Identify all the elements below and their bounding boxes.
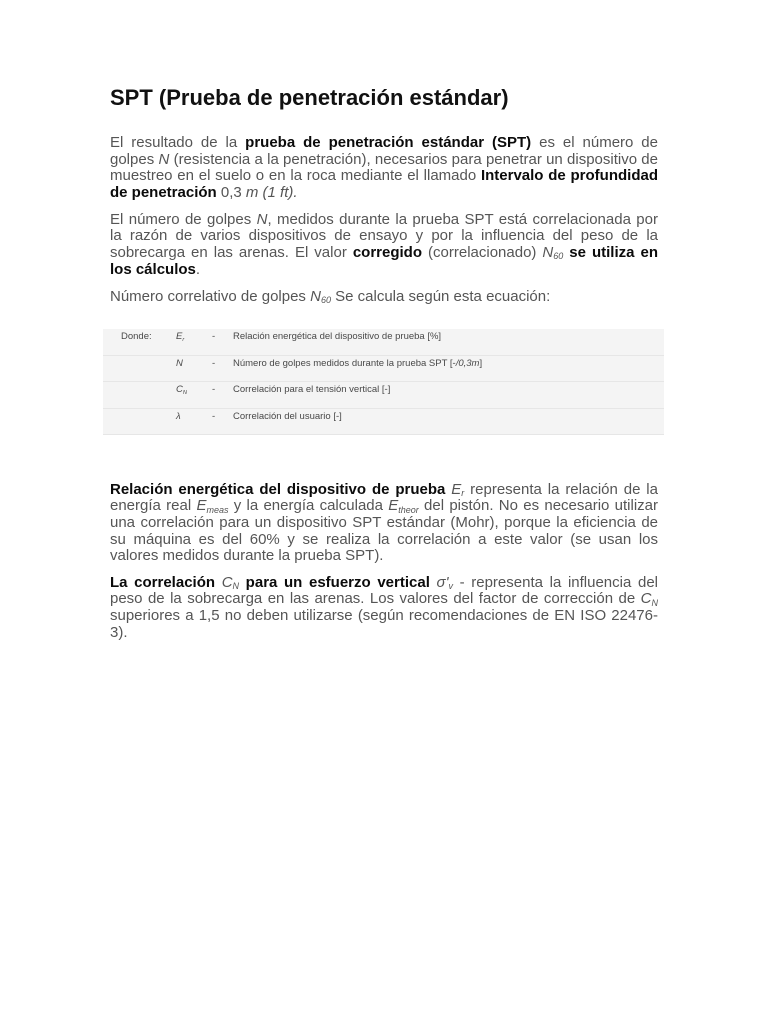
italic-symbol: N [158, 150, 170, 168]
text-run: (correlacionado) [422, 243, 543, 261]
symbol-base: E [176, 331, 183, 342]
text-run: es el número de golpes [110, 134, 658, 168]
symbol-subscript: v [448, 581, 453, 592]
symbol-base: E [388, 497, 399, 515]
legend-row [103, 409, 664, 436]
symbol-base: λ [176, 410, 181, 422]
symbol-subscript: 60 [553, 251, 564, 262]
text-run: del pistón. No es necesario utilizar una correlación para un dispositivo SPT estándar (Mohr), porque la eficiencia de su máquina es del 60% y se realiza la correlación a este valor (se usan los valores medidos durante la prueba SPT). [110, 497, 659, 565]
paragraph-vertical-stress-correction [110, 575, 658, 642]
symbol-base: E [451, 480, 462, 498]
text-run: Se calcula según esta ecuación: [330, 287, 551, 305]
text-run: El número de golpes [110, 210, 257, 228]
page-title: SPT (Prueba de penetración estándar) [110, 85, 509, 110]
italic-symbol: N [256, 210, 268, 228]
symbol-er [451, 481, 464, 498]
legend-dash: - [212, 384, 216, 395]
symbol-n60 [542, 244, 563, 261]
legend-description: Correlación del usuario [-] [233, 410, 342, 422]
symbol-base: N [310, 287, 321, 305]
symbol-subscript: N [232, 581, 240, 592]
bold-term: se utiliza en los cálculos [110, 243, 658, 278]
legend-row [103, 382, 664, 409]
paragraph-spt-definition [110, 135, 658, 202]
symbol-cn [222, 574, 239, 591]
symbol-base: N [542, 243, 554, 261]
text-run: Número de golpes medidos durante la prueba SPT [- [233, 357, 456, 369]
italic-unit: m (1 ft). [245, 184, 298, 202]
symbol-subscript: 60 [320, 295, 331, 306]
symbol-sigma-v [437, 574, 453, 591]
legend-description: Relación energética del dispositivo de prueba [%] [233, 331, 442, 342]
symbol-base: C [176, 384, 183, 395]
symbol-base: C [640, 590, 652, 608]
symbol-subscript: N [182, 389, 187, 396]
paragraph-energy-ratio [110, 482, 658, 566]
legend-dash: - [212, 357, 216, 369]
symbol-subscript: N [651, 597, 658, 608]
legend-symbol [176, 384, 187, 396]
text-run: representa la relación de la energía real [110, 480, 658, 515]
bold-term: Intervalo de profundidad de penetración [110, 167, 658, 202]
bold-term: corregido [352, 243, 423, 261]
variable-legend-table [103, 329, 664, 435]
paragraph-correction [110, 212, 658, 279]
symbol-base: N [176, 357, 183, 369]
text-run: ] [479, 357, 483, 369]
paragraph-equation-intro [110, 289, 658, 306]
symbol-base: E [196, 497, 207, 515]
legend-row [103, 356, 664, 383]
symbol-subscript: theor [398, 504, 419, 515]
legend-symbol [176, 411, 181, 423]
bold-term: Relación energética del dispositivo de prueba [110, 480, 452, 498]
symbol-subscript: r [182, 336, 185, 343]
legend-label: Donde: [121, 331, 152, 342]
legend-description [233, 358, 482, 370]
symbol-etheor [388, 497, 419, 514]
text-run: - representa la influencia del peso de la sobrecarga en las arenas. Los valores del factor de corrección de [110, 573, 658, 608]
legend-symbol [176, 358, 183, 370]
bold-term: para un esfuerzo vertical [239, 573, 437, 591]
text-run: y la energía calculada [228, 497, 389, 515]
legend-dash: - [212, 331, 216, 342]
symbol-base: σ' [436, 573, 449, 591]
legend-description: Correlación para el tensión vertical [-] [233, 384, 391, 395]
text-run: superiores a 1,5 no deben utilizarse (según recomendaciones de EN ISO 22476-3). [110, 606, 658, 641]
text-run: . [195, 260, 201, 278]
symbol-base: C [221, 573, 233, 591]
legend-dash: - [212, 410, 216, 422]
text-run: El resultado de la [110, 134, 246, 151]
legend-symbol [176, 331, 184, 343]
symbol-subscript: meas [206, 504, 229, 515]
bold-term: prueba de penetración estándar (SPT) [245, 134, 532, 151]
text-run: , medidos durante la prueba SPT está correlacionada por la razón de varios dispositivos de ensayo y por la influencia del peso de la sobrecarga en las arenas. El valor [110, 210, 658, 261]
symbol-n60 [310, 288, 331, 305]
symbol-subscript: r [461, 488, 465, 499]
text-run: (resistencia a la penetración), necesarios para penetrar un dispositivo de muestreo en el suelo o en la roca mediante el llamado [110, 150, 658, 185]
legend-row [103, 329, 664, 356]
text-run: 0,3 [216, 184, 246, 202]
text-run: Número correlativo de golpes [110, 287, 311, 305]
italic-unit: /0,3m [455, 357, 480, 369]
symbol-cn [641, 590, 658, 607]
bold-term: La correlación [110, 573, 222, 591]
symbol-emeas [196, 497, 228, 514]
